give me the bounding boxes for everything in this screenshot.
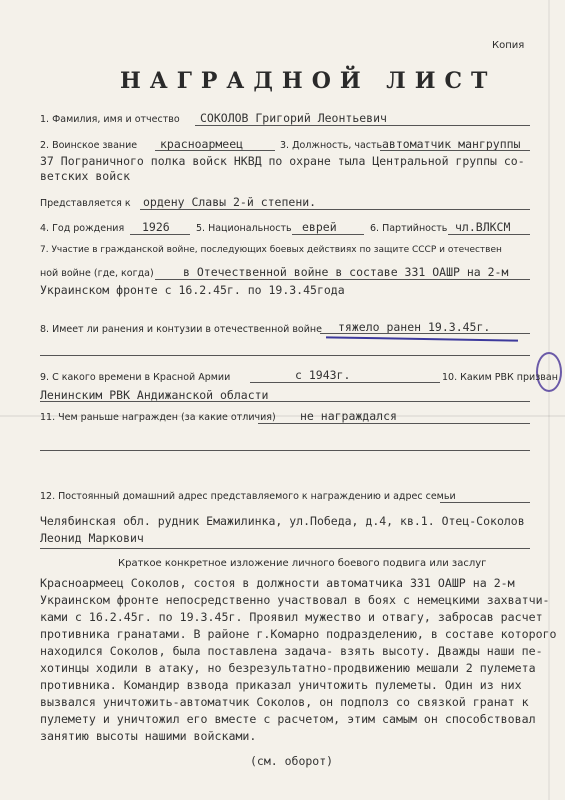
pen-underline bbox=[326, 336, 518, 341]
summary-heading: Краткое конкретное изложение личного боевого подвига или заслуг bbox=[118, 558, 487, 569]
field-8-underline bbox=[320, 333, 530, 334]
field-11-label: 11. Чем раньше награжден (за какие отличия) bbox=[40, 412, 276, 423]
copy-label: Копия bbox=[492, 40, 525, 51]
field-5-label: 5. Национальность bbox=[196, 223, 292, 234]
field-9-value: с 1943г. bbox=[295, 368, 351, 382]
field-3-continuation-2: ветских войск bbox=[40, 169, 131, 183]
presented-value: ордену Славы 2-й степени. bbox=[143, 195, 317, 209]
field-3-value: автоматчик мангруппы bbox=[382, 137, 521, 151]
field-3-underline bbox=[380, 150, 530, 151]
summary-line: занятию высоты нашими войсками. bbox=[40, 729, 257, 743]
field-9-label: 9. С какого времени в Красной Армии bbox=[40, 372, 231, 383]
field-8-value: тяжело ранен 19.3.45г. bbox=[338, 320, 491, 334]
field-6-label: 6. Партийность bbox=[370, 223, 448, 234]
field-5-underline bbox=[292, 234, 364, 235]
field-4-value: 1926 bbox=[142, 220, 170, 234]
field-1-value: СОКОЛОВ Григорий Леонтьевич bbox=[200, 111, 387, 125]
field-7-label-2: ной войне (где, когда) bbox=[40, 268, 154, 279]
field-8-label: 8. Имеет ли ранения и контузии в отечественной войне bbox=[40, 324, 322, 335]
field-2-underline bbox=[155, 150, 275, 151]
field-11-extra-line bbox=[40, 450, 530, 451]
field-11-value: не награждался bbox=[300, 409, 397, 423]
field-3-continuation-1: 37 Пограничного полка войск НКВД по охране тыла Центральной группы со- bbox=[40, 154, 525, 168]
field-7-value-2: Украинском фронте с 16.2.45г. по 19.3.45года bbox=[40, 283, 345, 297]
field-7-label-1: 7. Участие в гражданской войне, последующих боевых действиях по защите СССР и отечествен bbox=[40, 245, 502, 255]
summary-line: находился Соколов, была поставлена задача- взять высоту. Дважды наши пе- bbox=[40, 644, 543, 658]
field-12-label: 12. Постоянный домашний адрес представляемого к награждению и адрес семьи bbox=[40, 491, 456, 502]
presented-underline bbox=[140, 209, 530, 210]
summary-line: противника. Командир взвода приказал уничтожить пулеметы. Один из них bbox=[40, 678, 522, 692]
summary-line: противника гранатами. В районе г.Комарно подразделению, в составе которого bbox=[40, 627, 557, 641]
field-10-underline bbox=[40, 401, 530, 402]
field-3-label: 3. Должность, часть bbox=[280, 140, 383, 151]
summary-line: ками с 16.2.45г. по 19.3.45г. Проявил мужество и отвагу, забросав расчет bbox=[40, 610, 543, 624]
field-4-underline bbox=[130, 234, 190, 235]
field-11-underline bbox=[258, 423, 530, 424]
field-2-value: красноармеец bbox=[160, 137, 244, 151]
presented-label: Представляется к bbox=[40, 198, 131, 209]
field-12-bottom-line bbox=[40, 548, 530, 549]
field-7-value-1: в Отечественной войне в составе 331 ОАШР на 2-м bbox=[183, 265, 509, 279]
field-12-value-1: Челябинская обл. рудник Емажилинка, ул.Победа, д.4, кв.1. Отец-Соколов bbox=[40, 514, 525, 528]
summary-line: Украинском фронте непосредственно участвовал в боях с немецкими захватчи- bbox=[40, 593, 550, 607]
field-5-value: еврей bbox=[302, 220, 337, 234]
field-10-value: Ленинским РВК Андижанской области bbox=[40, 388, 269, 402]
summary-line: Красноармеец Соколов, состоя в должности автоматчика 331 ОАШР на 2-м bbox=[40, 576, 515, 590]
field-1-label: 1. Фамилия, имя и отчество bbox=[40, 114, 180, 125]
field-4-label: 4. Год рождения bbox=[40, 223, 125, 234]
paper-fold-vertical bbox=[548, 0, 550, 800]
field-8-extra-line bbox=[40, 355, 530, 356]
field-6-value: чл.ВЛКСМ bbox=[455, 220, 511, 234]
field-6-underline bbox=[448, 234, 530, 235]
document-title: НАГРАДНОЙ ЛИСТ bbox=[120, 68, 497, 94]
field-9-underline bbox=[250, 382, 440, 383]
field-2-label: 2. Воинское звание bbox=[40, 140, 138, 151]
field-10-label: 10. Каким РВК призван bbox=[442, 372, 558, 383]
field-1-underline bbox=[195, 125, 530, 126]
field-12-underline bbox=[440, 502, 530, 503]
summary-line: пулемету и уничтожил его вместе с расчетом, этим самым он способствовал bbox=[40, 712, 536, 726]
field-12-value-2: Леонид Маркович bbox=[40, 531, 144, 545]
see-reverse-note: (см. оборот) bbox=[250, 754, 334, 768]
summary-line: хотинцы ходили в атаку, но безрезультатно-продвижению мешали 2 пулемета bbox=[40, 661, 536, 675]
field-7-underline bbox=[155, 279, 530, 280]
summary-line: вызвался уничтожить-автоматчик Соколов, он подполз со связкой гранат к bbox=[40, 695, 529, 709]
